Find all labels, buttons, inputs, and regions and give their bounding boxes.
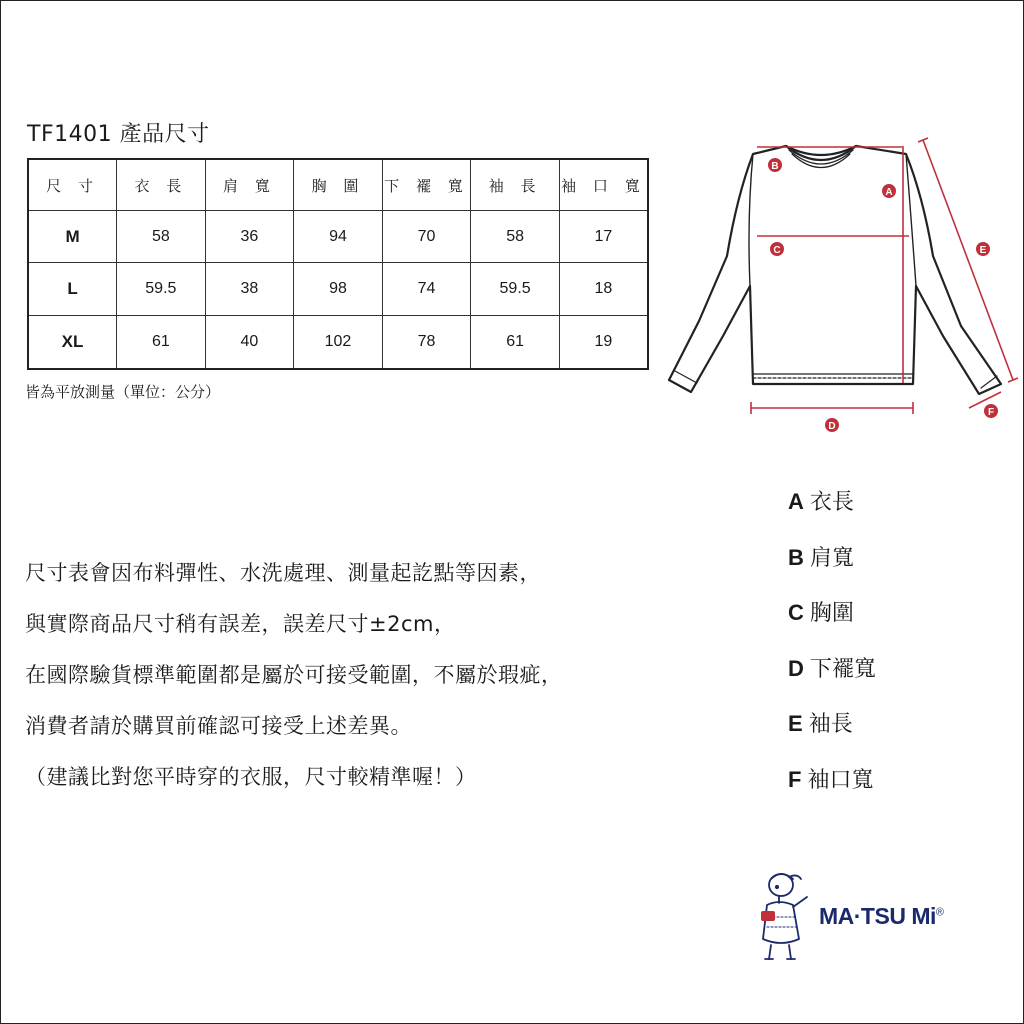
table-row [28,211,648,263]
marker-a [882,184,896,198]
table-cell: 98 [294,263,383,315]
disclaimer-line: 尺寸表會因布料彈性、水洗處理、測量起訖點等因素， [25,561,541,585]
legend-item: E 袖長 [788,711,853,737]
marker-b [768,158,782,172]
marker-c [770,242,784,256]
table-cell: 40 [205,315,294,369]
svg-text:C: C [773,245,781,256]
brand-logo-text: MA·TSU Mi® [819,903,944,929]
disclaimer-text [25,557,563,812]
legend-item: C 胸圍 [788,600,854,626]
shirt-outline [669,146,1001,394]
header-chest: 胸 圍 [294,159,383,211]
header-hem: 下 襬 寬 [382,159,471,211]
registered-mark: ® [935,906,944,919]
svg-text:B: B [771,161,779,172]
table-cell: 58 [117,211,206,263]
table-cell: 102 [294,315,383,369]
table-cell: 61 [471,315,560,369]
marker-f [984,404,998,418]
size-label: L [28,263,117,315]
legend-item: D 下襬寬 [788,655,876,682]
size-table [27,158,649,370]
marker-d [825,418,839,432]
header-sleeve: 袖 長 [471,159,560,211]
header-cuff: 袖 口 寬 [559,159,648,211]
size-label: M [28,211,117,263]
disclaimer-line: （建議比對您平時穿的衣服，尺寸較精準喔！） [25,765,477,789]
svg-text:A: A [885,187,893,198]
table-row [28,315,648,369]
legend-item: A 衣長 [788,489,854,515]
table-cell: 17 [559,211,648,263]
table-cell: 78 [382,315,471,369]
table-cell: 18 [559,263,648,315]
measure-lines [751,138,1018,414]
disclaimer-line: 消費者請於購買前確認可接受上述差異。 [25,714,412,738]
measurement-legend [788,485,876,818]
svg-text:D: D [828,421,836,432]
product-title: TF1401 產品尺寸 [27,122,210,147]
shirt-diagram [661,126,1021,451]
disclaimer-line: 與實際商品尺寸稍有誤差，誤差尺寸±2cm， [25,612,456,636]
table-cell: 36 [205,211,294,263]
header-size: 尺 寸 [28,159,117,211]
table-cell: 59.5 [117,263,206,315]
measure-markers [768,158,998,432]
table-cell: 59.5 [471,263,560,315]
table-cell: 94 [294,211,383,263]
disclaimer-line: 在國際驗貨標準範圍都是屬於可接受範圍，不屬於瑕疵， [25,663,563,687]
table-header-row [28,159,648,211]
table-cell: 74 [382,263,471,315]
svg-text:F: F [987,407,995,418]
table-cell: 58 [471,211,560,263]
marker-e [976,242,990,256]
measurement-note: 皆為平放測量（單位：公分） [25,383,221,401]
header-length: 衣 長 [117,159,206,211]
legend-item: F 袖口寬 [788,766,874,793]
header-shoulder: 肩 寬 [205,159,294,211]
table-row [28,263,648,315]
size-label: XL [28,315,117,369]
legend-item: B 肩寬 [788,544,854,571]
table-cell: 19 [559,315,648,369]
table-cell: 38 [205,263,294,315]
table-cell: 61 [117,315,206,369]
svg-text:E: E [979,245,987,256]
table-cell: 70 [382,211,471,263]
